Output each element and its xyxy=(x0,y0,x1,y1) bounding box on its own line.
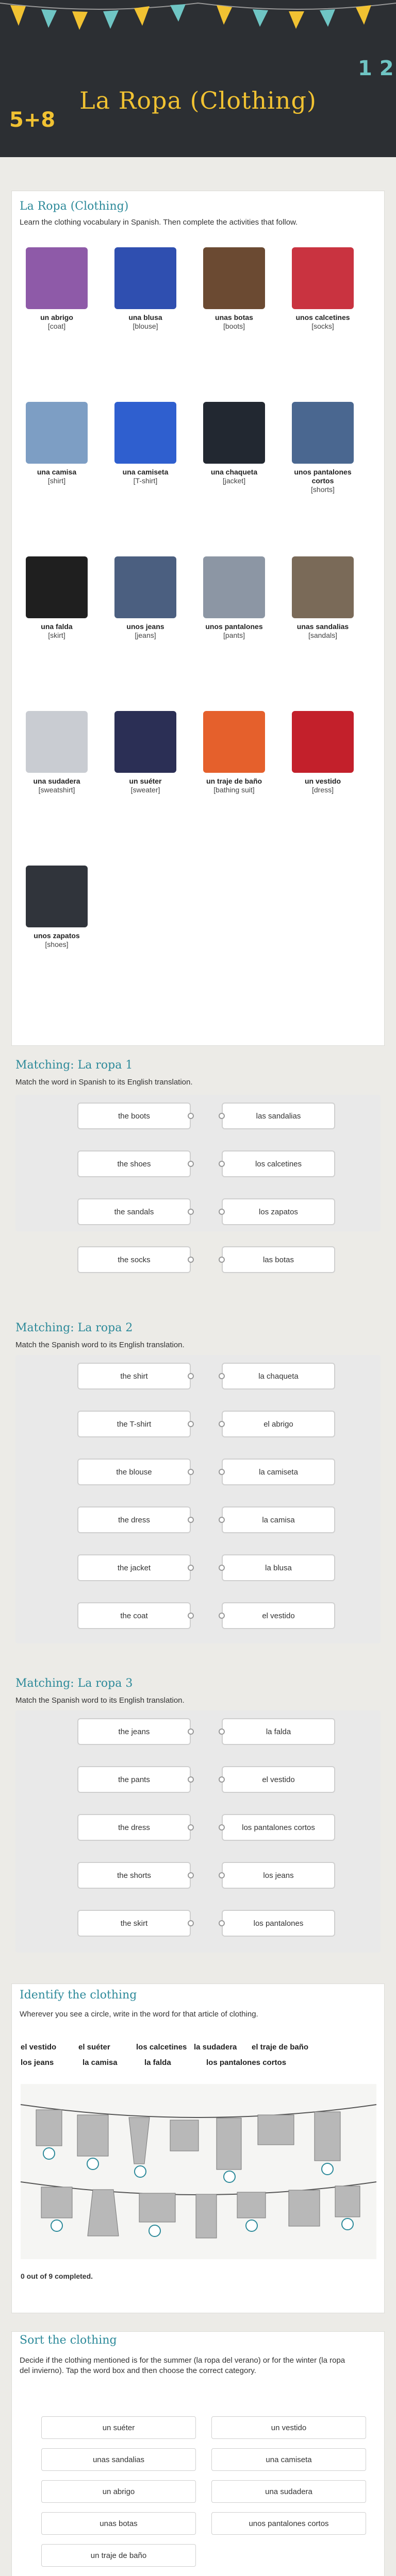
match-right-item[interactable] xyxy=(222,1103,335,1129)
vocab-item xyxy=(109,556,182,640)
match-left-label: the T-shirt xyxy=(117,1419,152,1429)
vocab-english: [sweatshirt] xyxy=(38,786,75,794)
vocab-item xyxy=(198,556,270,640)
match-left-item[interactable] xyxy=(77,1459,191,1485)
connector-dot[interactable] xyxy=(188,1920,194,1926)
connector-dot[interactable] xyxy=(219,1824,225,1831)
vocab-spanish: unas botas xyxy=(215,313,253,321)
match-right-label: el vestido xyxy=(262,1611,295,1620)
word-bank-item: los calcetines xyxy=(136,2043,187,2052)
clothing-image xyxy=(203,402,265,464)
clothing-image xyxy=(26,402,88,464)
sort-word-label: una camiseta xyxy=(266,2455,312,2464)
match-left-label: the shirt xyxy=(120,1371,148,1381)
match-left-label: the shorts xyxy=(117,1871,151,1880)
clothing-image xyxy=(203,247,265,309)
connector-dot[interactable] xyxy=(188,1161,194,1167)
match-left-item[interactable] xyxy=(77,1198,191,1225)
sort-word[interactable] xyxy=(41,2512,196,2535)
connector-dot[interactable] xyxy=(188,1776,194,1783)
connector-dot[interactable] xyxy=(188,1209,194,1215)
vocab-item xyxy=(287,402,359,494)
match-right-label: la blusa xyxy=(265,1563,292,1572)
match-right-item[interactable] xyxy=(222,1246,335,1273)
vocab-spanish: un vestido xyxy=(304,777,341,785)
match-left-item[interactable] xyxy=(77,1554,191,1581)
vocab-item xyxy=(109,247,182,331)
page-title: La Ropa (Clothing) xyxy=(79,87,317,114)
sort-word[interactable] xyxy=(211,2416,366,2439)
match2-title: Matching: La ropa 2 xyxy=(15,1321,133,1334)
match1-instructions: Match the word in Spanish to its English translation. xyxy=(15,1078,193,1087)
clothing-image xyxy=(292,711,354,773)
vocab-spanish: unos jeans xyxy=(126,622,164,631)
clothing-image xyxy=(114,711,176,773)
sort-word-label: unas botas xyxy=(100,2519,138,2528)
vocab-spanish: una camiseta xyxy=(122,468,169,476)
match-right-label: los jeans xyxy=(263,1871,294,1880)
match-left-item[interactable] xyxy=(77,1814,191,1841)
sort-word-label: un vestido xyxy=(271,2423,307,2432)
connector-dot[interactable] xyxy=(219,1421,225,1427)
match-right-label: el abrigo xyxy=(263,1419,293,1429)
vocab-english: [skirt] xyxy=(48,631,65,639)
connector-dot[interactable] xyxy=(219,1209,225,1215)
match-right-label: las sandalias xyxy=(256,1111,301,1121)
clothing-image xyxy=(114,247,176,309)
vocab-item xyxy=(109,402,182,485)
connector-dot[interactable] xyxy=(188,1872,194,1878)
sort-word[interactable] xyxy=(211,2512,366,2535)
sort-title: Sort the clothing xyxy=(20,2334,117,2347)
sort-word[interactable] xyxy=(41,2448,196,2471)
match-right-item[interactable] xyxy=(222,1363,335,1389)
vocab-item xyxy=(21,711,93,794)
sort-word-label: unos pantalones cortos xyxy=(249,2519,329,2528)
vocab-item xyxy=(198,247,270,331)
connector-dot[interactable] xyxy=(188,1613,194,1619)
match-right-item[interactable] xyxy=(222,1506,335,1533)
match-right-label: los calcetines xyxy=(255,1159,302,1168)
vocab-instructions: Learn the clothing vocabulary in Spanish. Then complete the activities that follow. xyxy=(20,218,298,227)
vocab-spanish: un traje de baño xyxy=(206,777,262,785)
connector-dot[interactable] xyxy=(219,1469,225,1475)
connector-dot[interactable] xyxy=(188,1517,194,1523)
vocab-item xyxy=(21,402,93,485)
connector-dot[interactable] xyxy=(219,1776,225,1783)
match-left-label: the coat xyxy=(120,1611,148,1620)
vocab-english: [blouse] xyxy=(133,322,158,330)
vocab-spanish: una camisa xyxy=(37,468,77,476)
match3-instructions: Match the Spanish word to its English translation. xyxy=(15,1696,185,1705)
sort-word-label: una sudadera xyxy=(265,2487,312,2496)
vocab-spanish: una sudadera xyxy=(33,777,80,785)
vocab-english: [shorts] xyxy=(311,485,335,494)
connector-dot[interactable] xyxy=(188,1373,194,1379)
match-right-item[interactable] xyxy=(222,1718,335,1745)
connector-dot[interactable] xyxy=(188,1257,194,1263)
clothing-image xyxy=(26,247,88,309)
connector-dot[interactable] xyxy=(219,1872,225,1878)
match-right-item[interactable] xyxy=(222,1766,335,1793)
vocab-item xyxy=(198,711,270,794)
match-right-item[interactable] xyxy=(222,1459,335,1485)
match-right-label: los pantalones xyxy=(253,1919,304,1928)
match-right-label: los pantalones cortos xyxy=(242,1823,315,1832)
match-left-label: the jacket xyxy=(117,1563,151,1572)
word-bank-item: la falda xyxy=(144,2058,171,2067)
connector-dot[interactable] xyxy=(219,1613,225,1619)
match-left-item[interactable] xyxy=(77,1862,191,1889)
clothing-image xyxy=(203,711,265,773)
sort-word[interactable] xyxy=(41,2480,196,2503)
vocab-title: La Ropa (Clothing) xyxy=(20,200,129,213)
vocab-english: [dress] xyxy=(311,786,334,794)
word-bank-item: el vestido xyxy=(21,2043,57,2052)
sort-word-label: un traje de baño xyxy=(90,2551,147,2560)
vocab-spanish: un suéter xyxy=(129,777,162,785)
vocab-item xyxy=(109,711,182,794)
match-right-item[interactable] xyxy=(222,1862,335,1889)
match-left-item[interactable] xyxy=(77,1411,191,1437)
vocab-english: [shoes] xyxy=(45,940,69,948)
vocab-english: [jacket] xyxy=(222,477,246,485)
clothesline-image xyxy=(21,2084,376,2259)
sort-word[interactable] xyxy=(211,2448,366,2471)
math-chalk-deco: 5+8 xyxy=(9,108,56,132)
match-right-label: la camisa xyxy=(262,1515,295,1524)
vocab-spanish: un abrigo xyxy=(40,313,73,321)
word-bank-item: los pantalones cortos xyxy=(206,2058,287,2067)
match-right-item[interactable] xyxy=(222,1814,335,1841)
identify-title: Identify the clothing xyxy=(20,1989,137,2002)
match-right-item[interactable] xyxy=(222,1602,335,1629)
match-left-label: the jeans xyxy=(118,1727,150,1736)
match-left-label: the skirt xyxy=(120,1919,148,1928)
sort-word-label: un suéter xyxy=(102,2423,135,2432)
vocab-english: [jeans] xyxy=(135,631,156,639)
match-left-item[interactable] xyxy=(77,1766,191,1793)
numbers-chalk-deco: 1 2 xyxy=(358,57,394,80)
connector-dot[interactable] xyxy=(188,1469,194,1475)
page-header xyxy=(0,0,396,157)
match-left-item[interactable] xyxy=(77,1910,191,1937)
match-left-label: the sandals xyxy=(114,1207,154,1216)
vocab-spanish: unos pantalones cortos xyxy=(294,468,352,485)
match-left-item[interactable] xyxy=(77,1506,191,1533)
vocab-item xyxy=(21,247,93,331)
match-right-label: los zapatos xyxy=(259,1207,298,1216)
vocab-english: [sweater] xyxy=(130,786,160,794)
match-right-item[interactable] xyxy=(222,1150,335,1177)
clothing-image xyxy=(203,556,265,618)
match-left-label: the blouse xyxy=(116,1467,152,1477)
clothing-image xyxy=(292,402,354,464)
sort-word-label: unas sandalias xyxy=(92,2455,145,2464)
vocab-spanish: unos pantalones xyxy=(205,622,263,631)
match-left-item[interactable] xyxy=(77,1150,191,1177)
vocab-item xyxy=(287,556,359,640)
match-right-label: el vestido xyxy=(262,1775,295,1784)
match1-title: Matching: La ropa 1 xyxy=(15,1059,133,1072)
clothing-image xyxy=(292,247,354,309)
word-bank-item: los jeans xyxy=(21,2058,54,2067)
sort-word[interactable] xyxy=(41,2416,196,2439)
match-left-item[interactable] xyxy=(77,1363,191,1389)
vocab-english: [bathing suit] xyxy=(213,786,255,794)
vocab-item xyxy=(287,247,359,331)
word-bank-item: el traje de baño xyxy=(252,2043,309,2052)
match-left-item[interactable] xyxy=(77,1246,191,1273)
connector-dot[interactable] xyxy=(219,1728,225,1735)
match-left-label: the dress xyxy=(118,1515,150,1524)
clothing-image xyxy=(292,556,354,618)
match-left-label: the shoes xyxy=(117,1159,151,1168)
vocab-english: [socks] xyxy=(311,322,334,330)
vocab-spanish: unos calcetines xyxy=(295,313,350,321)
match-left-item[interactable] xyxy=(77,1718,191,1745)
match-left-item[interactable] xyxy=(77,1602,191,1629)
match-right-label: la falda xyxy=(266,1727,291,1736)
connector-dot[interactable] xyxy=(219,1920,225,1926)
identify-instructions: Wherever you see a circle, write in the word for that article of clothing. xyxy=(20,2010,258,2019)
word-bank-item: la sudadera xyxy=(194,2043,237,2052)
match-left-item[interactable] xyxy=(77,1103,191,1129)
connector-dot[interactable] xyxy=(188,1565,194,1571)
vocab-english: [shirt] xyxy=(47,477,66,485)
sort-word[interactable] xyxy=(41,2544,196,2567)
clothing-image xyxy=(26,711,88,773)
connector-dot[interactable] xyxy=(188,1824,194,1831)
vocab-item xyxy=(287,711,359,794)
match-left-label: the socks xyxy=(118,1255,151,1264)
match2-area xyxy=(15,1355,381,1643)
connector-dot[interactable] xyxy=(219,1113,225,1119)
match3-title: Matching: La ropa 3 xyxy=(15,1677,133,1690)
connector-dot[interactable] xyxy=(188,1728,194,1735)
connector-dot[interactable] xyxy=(219,1565,225,1571)
bunting-decoration xyxy=(0,0,396,31)
vocab-spanish: unas sandalias xyxy=(296,622,349,631)
match-right-item[interactable] xyxy=(222,1411,335,1437)
sort-instructions: Decide if the clothing mentioned is for the summer (la ropa del verano) or for the winter (la ropa del invierno). Tap the word box and then choose the correct category. xyxy=(20,2356,345,2375)
sort-word-label: un abrigo xyxy=(102,2487,135,2496)
vocab-item xyxy=(21,556,93,640)
vocab-spanish: unos zapatos xyxy=(34,931,80,940)
clothing-image xyxy=(26,556,88,618)
connector-dot[interactable] xyxy=(219,1373,225,1379)
connector-dot[interactable] xyxy=(188,1421,194,1427)
identify-progress: 0 out of 9 completed. xyxy=(21,2272,93,2280)
clothing-image xyxy=(26,866,88,927)
word-bank-item: la camisa xyxy=(82,2058,118,2067)
word-bank-item: el suéter xyxy=(78,2043,110,2052)
vocab-item xyxy=(198,402,270,485)
vocab-item xyxy=(21,866,93,949)
vocab-spanish: una falda xyxy=(41,622,73,631)
vocab-english: [pants] xyxy=(223,631,245,639)
vocab-english: [sandals] xyxy=(308,631,338,639)
vocab-spanish: una blusa xyxy=(128,313,162,321)
vocab-spanish: una chaqueta xyxy=(210,468,258,476)
clothing-image xyxy=(114,402,176,464)
connector-dot[interactable] xyxy=(219,1257,225,1263)
connector-dot[interactable] xyxy=(219,1517,225,1523)
match-right-label: las botas xyxy=(262,1255,294,1264)
vocab-english: [T-shirt] xyxy=(133,477,158,485)
connector-dot[interactable] xyxy=(188,1113,194,1119)
match-right-item[interactable] xyxy=(222,1910,335,1937)
match-right-item[interactable] xyxy=(222,1198,335,1225)
vocab-english: [boots] xyxy=(223,322,245,330)
match-left-label: the dress xyxy=(118,1823,150,1832)
match2-instructions: Match the Spanish word to its English translation. xyxy=(15,1341,185,1349)
vocab-english: [coat] xyxy=(47,322,66,330)
match-left-label: the pants xyxy=(118,1775,150,1784)
sort-word[interactable] xyxy=(211,2480,366,2503)
clothing-image xyxy=(114,556,176,618)
match-left-label: the boots xyxy=(118,1111,150,1121)
connector-dot[interactable] xyxy=(219,1161,225,1167)
match-right-item[interactable] xyxy=(222,1554,335,1581)
match-right-label: la camiseta xyxy=(259,1467,298,1477)
match-right-label: la chaqueta xyxy=(258,1371,299,1381)
